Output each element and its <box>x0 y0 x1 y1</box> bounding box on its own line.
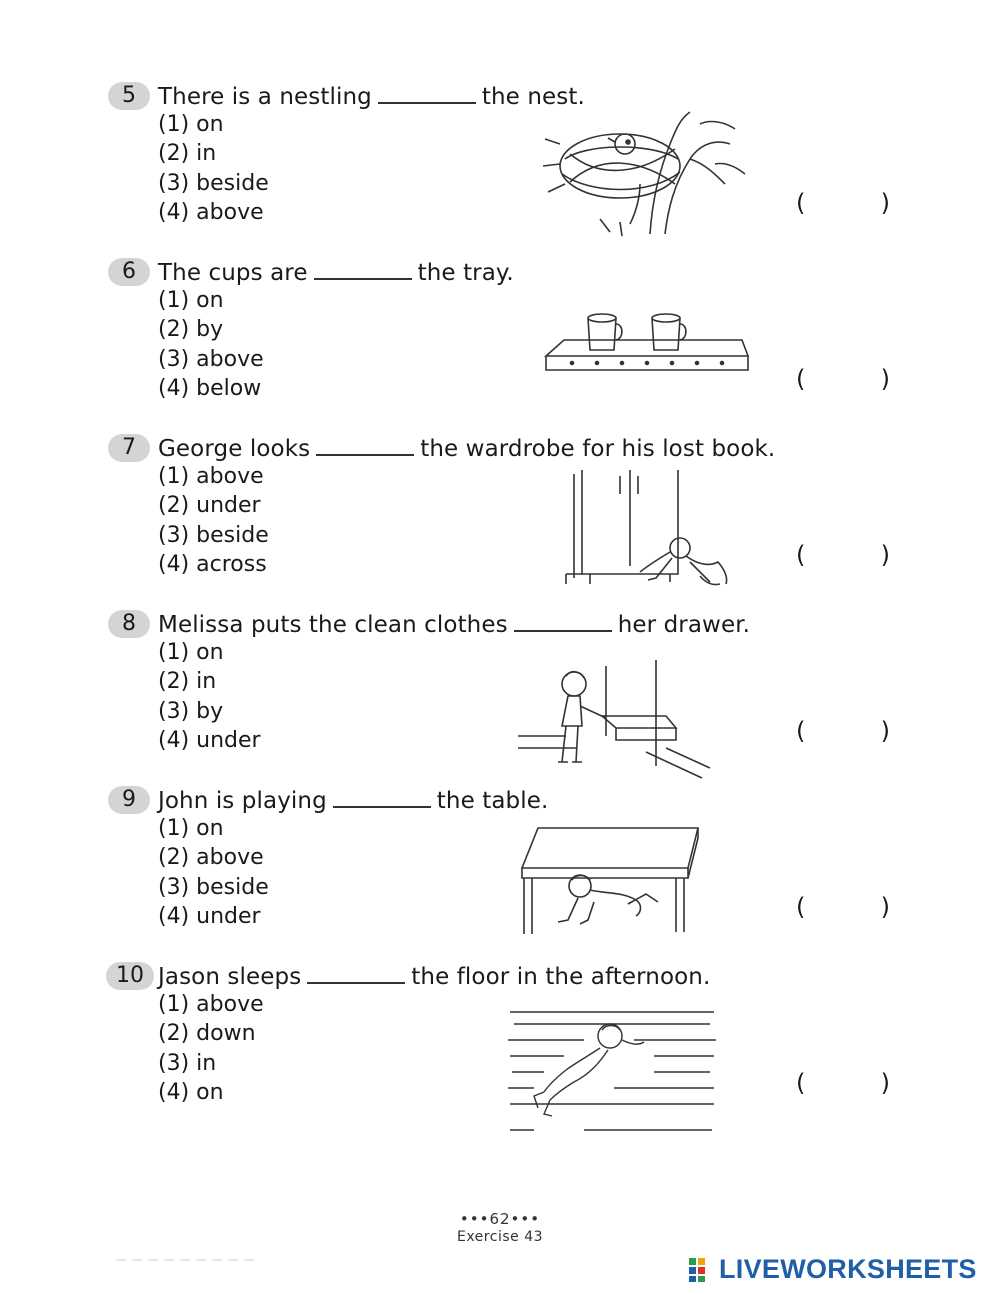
option-4: (4) under <box>158 728 261 754</box>
option-1: (1) on <box>158 112 224 137</box>
question-stem <box>158 960 710 993</box>
question-number: 6 <box>108 258 150 286</box>
answer-blank <box>333 784 431 808</box>
option-1: (1) on <box>158 816 224 841</box>
answer-open-paren: ( <box>796 893 806 921</box>
option-3: (3) beside <box>158 170 269 196</box>
option-4: (4) below <box>158 376 262 402</box>
option-1: (1) on <box>158 640 224 665</box>
question-stem <box>158 80 585 113</box>
options-list <box>158 110 269 228</box>
option-2: (2) by <box>158 317 224 343</box>
option-1: (1) on <box>158 288 224 313</box>
stem-after: the wardrobe for his lost book. <box>420 436 776 462</box>
answer-close-paren: ) <box>880 893 890 921</box>
option-4: (4) above <box>158 200 264 226</box>
option-4: (4) under <box>158 904 261 930</box>
answer-blank <box>314 256 412 280</box>
answer-close-paren: ) <box>880 541 890 569</box>
answer-blank <box>378 80 476 104</box>
answer-box <box>796 186 890 220</box>
wardrobe-illustration <box>560 466 740 592</box>
page-number: •••62••• <box>459 1210 541 1228</box>
answer-close-paren: ) <box>880 189 890 217</box>
copyright-mark <box>116 1257 256 1264</box>
question-number: 9 <box>108 786 150 814</box>
answer-input[interactable] <box>810 188 876 220</box>
answer-input[interactable] <box>810 892 876 924</box>
option-3: (3) beside <box>158 522 269 548</box>
question-stem <box>158 256 514 289</box>
table-illustration <box>518 824 708 940</box>
answer-input[interactable] <box>810 716 876 748</box>
question-number: 8 <box>108 610 150 638</box>
question-5 <box>0 82 1000 258</box>
option-4: (4) across <box>158 552 267 578</box>
option-2: (2) in <box>158 141 217 167</box>
drawer-illustration <box>516 656 710 782</box>
answer-box <box>796 1066 890 1100</box>
option-2: (2) down <box>158 1021 256 1047</box>
answer-open-paren: ( <box>796 541 806 569</box>
answer-input[interactable] <box>810 364 876 396</box>
answer-open-paren: ( <box>796 365 806 393</box>
stem-before: Melissa puts the clean clothes <box>158 612 508 638</box>
stem-before: George looks <box>158 436 311 462</box>
stem-before: Jason sleeps <box>158 964 302 990</box>
options-list <box>158 990 264 1108</box>
option-1: (1) above <box>158 464 264 489</box>
answer-input[interactable] <box>810 540 876 572</box>
question-7 <box>0 434 1000 610</box>
answer-close-paren: ) <box>880 365 890 393</box>
floor-illustration <box>504 1004 718 1138</box>
stem-before: The cups are <box>158 260 308 286</box>
nest-illustration <box>540 104 750 240</box>
question-stem <box>158 608 750 641</box>
exercise-label: Exercise 43 <box>456 1229 544 1245</box>
stem-after: her drawer. <box>617 612 751 638</box>
answer-open-paren: ( <box>796 1069 806 1097</box>
question-10 <box>0 962 1000 1138</box>
question-stem <box>158 784 548 817</box>
options-list <box>158 462 269 580</box>
option-3: (3) in <box>158 1050 217 1076</box>
option-3: (3) by <box>158 698 224 724</box>
answer-box <box>796 538 890 572</box>
options-list <box>158 638 261 756</box>
stem-after: the nest. <box>481 84 585 110</box>
question-8 <box>0 610 1000 786</box>
option-2: (2) in <box>158 669 217 695</box>
option-1: (1) above <box>158 992 264 1017</box>
answer-close-paren: ) <box>880 1069 890 1097</box>
liveworksheets-brand[interactable] <box>688 1252 977 1286</box>
question-9 <box>0 786 1000 962</box>
tray-cups-illustration <box>542 308 752 374</box>
answer-box <box>796 714 890 748</box>
option-4: (4) on <box>158 1080 224 1106</box>
answer-input[interactable] <box>810 1068 876 1100</box>
answer-open-paren: ( <box>796 189 806 217</box>
option-3: (3) above <box>158 346 264 372</box>
answer-blank <box>316 432 414 456</box>
options-list <box>158 286 264 404</box>
option-2: (2) under <box>158 493 261 519</box>
stem-after: the floor in the afternoon. <box>411 964 711 990</box>
brand-name: LIVEWORKSHEETS <box>719 1253 977 1284</box>
question-6 <box>0 258 1000 434</box>
answer-box <box>796 362 890 396</box>
answer-close-paren: ) <box>880 717 890 745</box>
stem-before: John is playing <box>158 788 327 814</box>
answer-open-paren: ( <box>796 717 806 745</box>
options-list <box>158 814 269 932</box>
answer-box <box>796 890 890 924</box>
option-2: (2) above <box>158 845 264 871</box>
stem-after: the tray. <box>417 260 514 286</box>
liveworksheets-logo-icon <box>688 1255 716 1283</box>
stem-before: There is a nestling <box>158 84 372 110</box>
question-stem <box>158 432 775 465</box>
stem-after: the table. <box>436 788 549 814</box>
question-number: 5 <box>108 82 150 110</box>
answer-blank <box>514 608 612 632</box>
question-number: 7 <box>108 434 150 462</box>
question-number: 10 <box>106 962 154 990</box>
answer-blank <box>307 960 405 984</box>
option-3: (3) beside <box>158 874 269 900</box>
